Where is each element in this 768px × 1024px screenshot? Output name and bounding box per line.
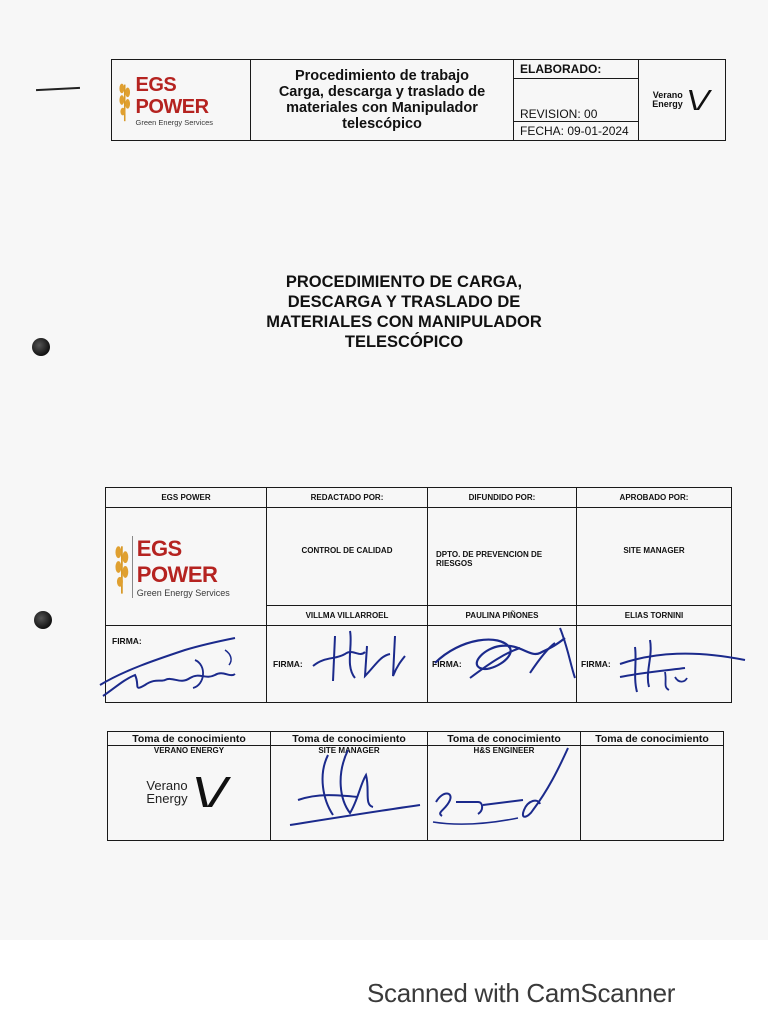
ack-subheader: H&S ENGINEER	[473, 746, 535, 755]
firma-label: FIRMA:	[112, 636, 142, 646]
egs-logo	[112, 74, 250, 127]
header-title: Procedimiento de trabajo Carga, descarga y traslado de materiales con Manipulador telescópico	[278, 68, 486, 132]
verano-v-icon	[686, 88, 712, 112]
role-prevencion-riesgos: DPTO. DE PREVENCION DE RIESGOS	[428, 508, 577, 606]
verano-v-icon	[192, 775, 232, 809]
firma-label: FIRMA:	[273, 659, 303, 669]
margin-mark	[36, 87, 80, 91]
name-difundido: PAULINA PIÑONES	[428, 606, 577, 626]
approval-logo-cell	[106, 508, 267, 626]
firma-label: FIRMA:	[581, 659, 611, 669]
company-name: EGS POWER	[136, 535, 218, 587]
revision-label: REVISION: 00	[520, 106, 598, 121]
approval-header-difundido: DIFUNDIDO POR:	[428, 488, 577, 508]
main-title: PROCEDIMIENTO DE CARGA, DESCARGA Y TRASLADO DE MATERIALES CON MANIPULADOR TELESCÓPICO	[266, 273, 542, 351]
verano-logo: Verano Energy	[639, 88, 725, 112]
fecha-label: FECHA: 09-01-2024	[520, 123, 629, 138]
role-site-manager: SITE MANAGER	[577, 508, 732, 606]
egs-logo	[106, 536, 266, 598]
punch-hole	[32, 338, 50, 356]
punch-hole	[34, 611, 52, 629]
signature-redactado	[305, 626, 415, 686]
elaborado-cell	[514, 60, 639, 79]
name-redactado: VILLMA VILLARROEL	[267, 606, 428, 626]
ack-subheader: SITE MANAGER	[318, 746, 380, 755]
camscanner-watermark: Scanned with CamScanner	[367, 978, 676, 1008]
company-tagline: Green Energy Services	[135, 117, 214, 127]
ack-subheader: VERANO ENERGY	[153, 746, 225, 755]
fecha-cell	[514, 121, 639, 140]
ack-header-4: Toma de conocimiento	[581, 732, 724, 746]
header-title-cell	[251, 60, 514, 141]
signature-difundido	[430, 618, 580, 690]
company-name: EGS POWER	[135, 73, 209, 118]
elaborado-label: ELABORADO:	[520, 62, 602, 77]
wheat-icon	[118, 78, 131, 122]
signature-aprobado	[615, 632, 750, 698]
approval-header-redactado: REDACTADO POR:	[267, 488, 428, 508]
ack-cell-verano	[108, 746, 271, 841]
verano-logo: Verano Energy	[108, 775, 270, 809]
approval-header-company: EGS POWER	[106, 488, 267, 508]
role-control-calidad: CONTROL DE CALIDAD	[267, 508, 428, 606]
ack-header-3: Toma de conocimiento	[428, 732, 581, 746]
revision-cell	[514, 79, 639, 122]
ack-header-1: Toma de conocimiento	[108, 732, 271, 746]
company-tagline: Green Energy Services	[136, 587, 230, 598]
signature-egs	[95, 630, 245, 705]
wheat-icon	[114, 540, 130, 594]
client-logo-cell	[639, 60, 726, 141]
signature-site-manager	[288, 745, 423, 833]
ack-header-2: Toma de conocimiento	[271, 732, 428, 746]
approval-header-aprobado: APROBADO POR:	[577, 488, 732, 508]
firma-label: FIRMA:	[432, 659, 462, 669]
ack-cell-empty	[581, 746, 724, 841]
signature-hs-engineer	[428, 740, 578, 830]
header-logo-cell	[112, 60, 251, 141]
name-aprobado: ELIAS TORNINI	[577, 606, 732, 626]
header-table	[111, 59, 726, 141]
